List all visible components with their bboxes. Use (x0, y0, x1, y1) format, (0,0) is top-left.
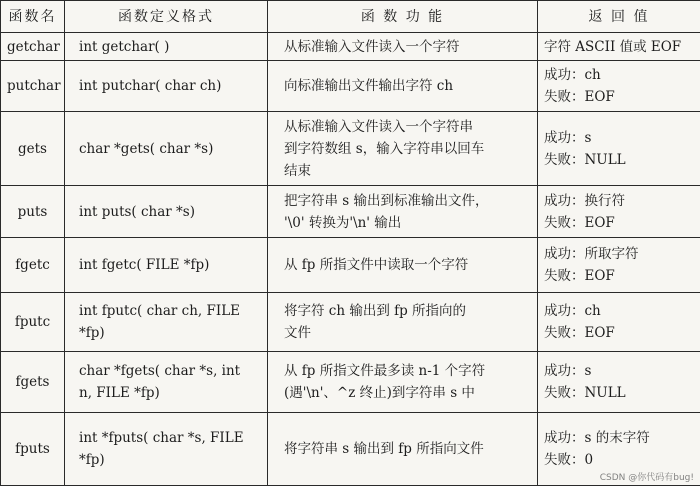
cell-definition-line: int getchar( ) (71, 36, 261, 58)
cell-name: fgets (1, 352, 65, 413)
cell-return-line: 失败：0 (544, 449, 694, 471)
csdn-watermark: CSDN @你代码有bug! (600, 470, 694, 483)
cell-function-line: 从 fp 所指文件最多读 n-1 个字符 (274, 360, 531, 382)
cell-name: fputc (1, 293, 65, 352)
cell-function-line: 向标准输出文件输出字符 ch (274, 75, 531, 97)
table-row (1, 413, 700, 486)
cell-definition (65, 238, 268, 293)
cell-return-line: 成功：s (544, 360, 694, 382)
cell-function-line: 将字符串 s 输出到 fp 所指向文件 (274, 438, 531, 460)
cell-definition-line: int putchar( char ch) (71, 75, 261, 97)
cell-definition (65, 186, 268, 238)
header-definition: 函数定义格式 (65, 1, 268, 33)
cell-name: fputs (1, 413, 65, 486)
cell-definition-line: n, FILE *fp) (71, 382, 261, 404)
table-row (1, 352, 700, 413)
cell-function (268, 112, 538, 186)
cell-function-line: 到字符数组 s，输入字符串以回车 (274, 138, 531, 160)
header-name: 函数名 (1, 1, 65, 33)
cell-return-line: 失败：EOF (544, 86, 694, 108)
cell-name: puts (1, 186, 65, 238)
cell-definition (65, 61, 268, 112)
cell-name: putchar (1, 61, 65, 112)
cell-return-line: 失败：NULL (544, 149, 694, 171)
cell-function-line: 从标准输入文件读入一个字符串 (274, 116, 531, 138)
cell-return-line: 成功：换行符 (544, 190, 694, 212)
cell-function-line: 从 fp 所指文件中读取一个字符 (274, 254, 531, 276)
cell-name: fgetc (1, 238, 65, 293)
cell-return (538, 33, 700, 61)
cell-return-line: 成功：s 的末字符 (544, 427, 694, 449)
cell-function (268, 293, 538, 352)
table-row (1, 238, 700, 293)
cell-return-line: 失败：EOF (544, 322, 694, 344)
table-row (1, 61, 700, 112)
cell-definition (65, 112, 268, 186)
cell-return-line: 成功：s (544, 127, 694, 149)
cell-function-line: 文件 (274, 322, 531, 344)
cell-definition (65, 33, 268, 61)
cell-function (268, 413, 538, 486)
cell-function-line: '\0' 转换为'\n' 输出 (274, 212, 531, 234)
cell-function (268, 33, 538, 61)
header-function: 函 数 功 能 (268, 1, 538, 33)
cell-definition (65, 413, 268, 486)
cell-function (268, 352, 538, 413)
cell-return-line: 成功：所取字符 (544, 243, 694, 265)
cell-definition-line: char *gets( char *s) (71, 138, 261, 160)
cell-return-line: 失败：EOF (544, 265, 694, 287)
cell-name: getchar (1, 33, 65, 61)
cell-definition-line: *fp) (71, 449, 261, 471)
cell-return (538, 352, 700, 413)
table-row (1, 33, 700, 61)
cell-definition-line: char *fgets( char *s, int (71, 360, 261, 382)
cell-return (538, 186, 700, 238)
cell-definition (65, 352, 268, 413)
cell-return-line: 失败：EOF (544, 212, 694, 234)
cell-return-line: 成功：ch (544, 300, 694, 322)
cell-function-line: 将字符 ch 输出到 fp 所指向的 (274, 300, 531, 322)
cell-return (538, 61, 700, 112)
cell-return-line: 字符 ASCII 值或 EOF (544, 36, 694, 58)
cell-definition-line: int fputc( char ch, FILE (71, 300, 261, 322)
cell-return (538, 238, 700, 293)
cell-definition-line: int fgetc( FILE *fp) (71, 254, 261, 276)
cell-function (268, 238, 538, 293)
cell-function-line: 从标准输入文件读入一个字符 (274, 36, 531, 58)
cell-function-line: (遇'\n'、^z 终止)到字符串 s 中 (274, 382, 531, 404)
cell-function-line: 结束 (274, 160, 531, 182)
cell-return (538, 112, 700, 186)
cell-function (268, 61, 538, 112)
cell-function (268, 186, 538, 238)
cell-definition-line: int puts( char *s) (71, 201, 261, 223)
cell-definition (65, 293, 268, 352)
cell-return-line: 失败：NULL (544, 382, 694, 404)
header-row (1, 1, 700, 33)
cell-definition-line: *fp) (71, 322, 261, 344)
table-row (1, 293, 700, 352)
table-row (1, 186, 700, 238)
cell-function-line: 把字符串 s 输出到标准输出文件， (274, 190, 531, 212)
cell-definition-line: int *fputs( char *s, FILE (71, 427, 261, 449)
cell-return (538, 293, 700, 352)
header-return: 返 回 值 (538, 1, 700, 33)
table-row (1, 112, 700, 186)
cell-name: gets (1, 112, 65, 186)
cell-return-line: 成功：ch (544, 64, 694, 86)
